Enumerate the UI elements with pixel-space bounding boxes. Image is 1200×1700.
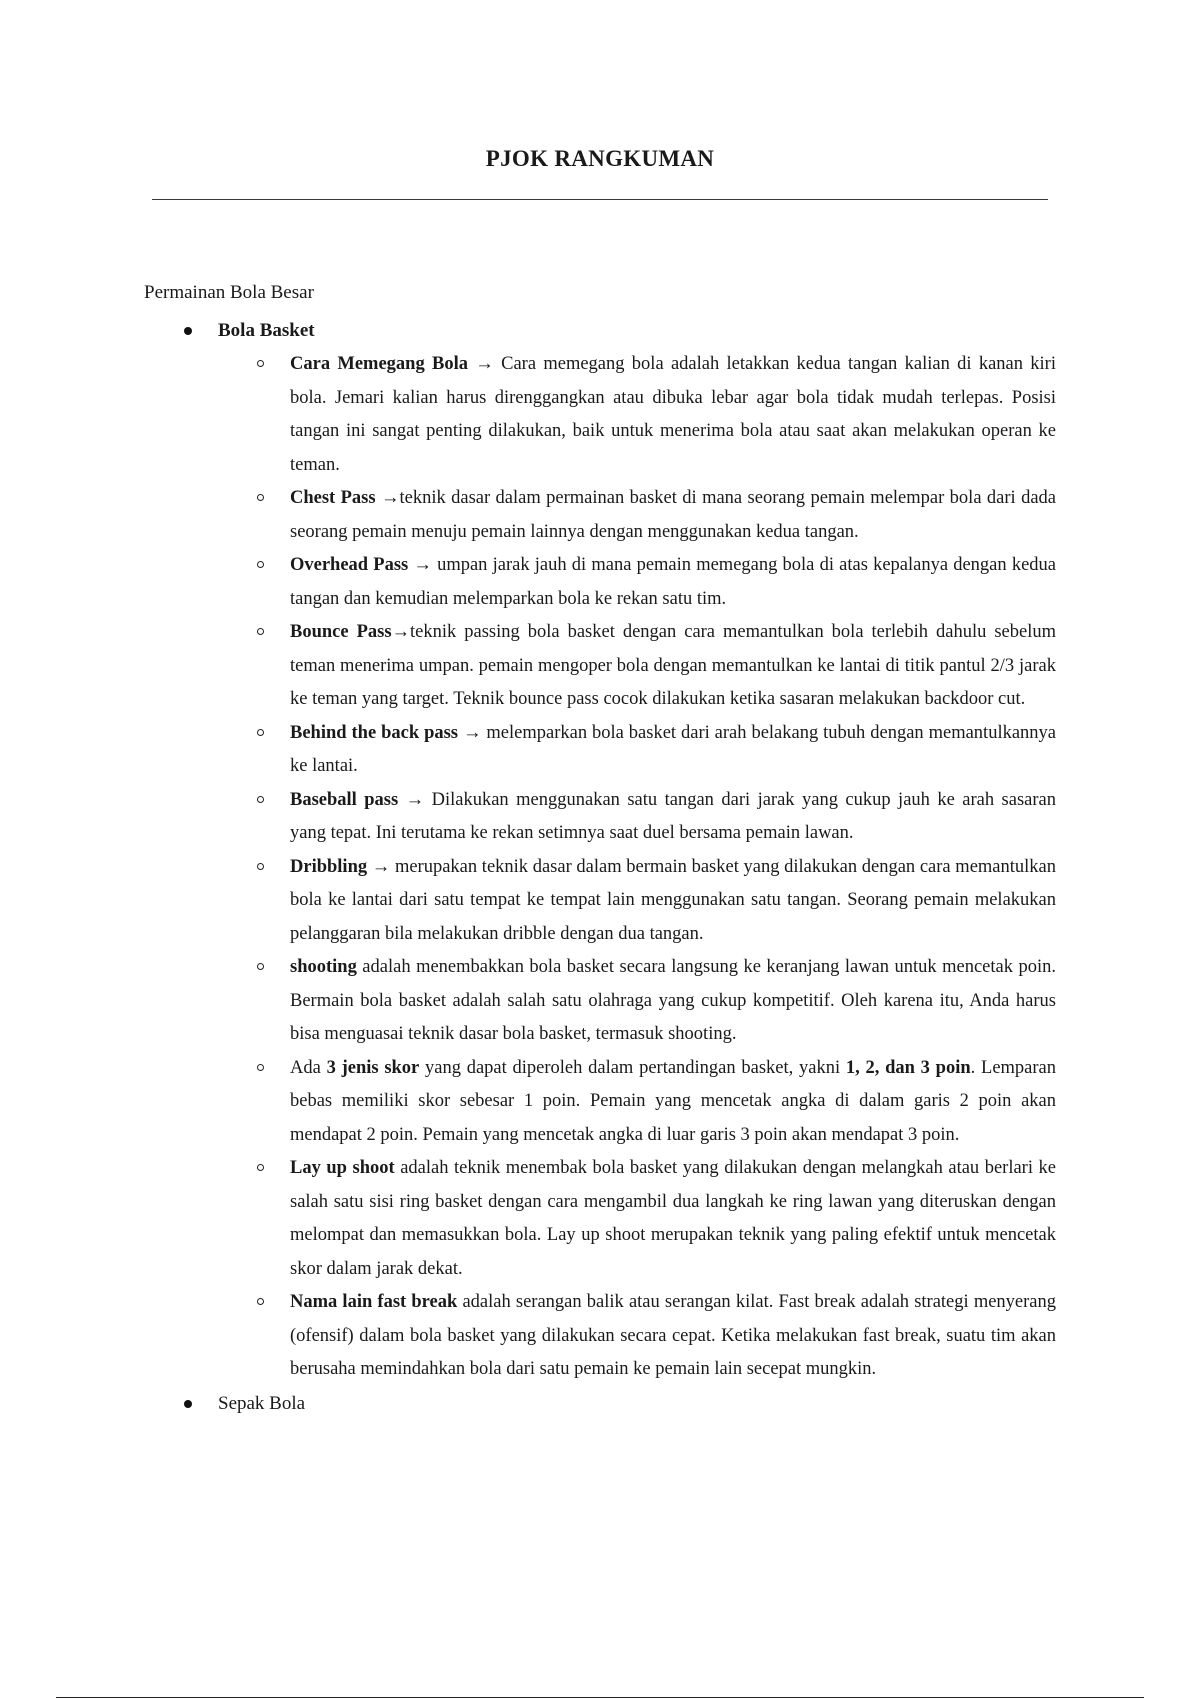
technique-term: shooting [290,957,357,977]
hollow-bullet-icon [257,1298,264,1305]
technique-term: Cara Memegang Bola [290,354,468,374]
technique-term: Overhead Pass [290,555,409,575]
hollow-bullet-icon [257,963,264,970]
technique-description: → Cara memegang bola adalah letakkan kedua tangan kalian di kanan kiri bola. Jemari kalian harus direnggangkan atau dibuka lebar agar bola tidak mudah terlepas. Posisi tangan ini sangat penting dilakukan, baik untuk menerima bola atau saat akan melakukan operan ke teman. [290,354,1056,475]
technique-item [218,951,1056,1052]
sport-item-sepak-bola [144,1387,1056,1421]
technique-item [218,1286,1056,1387]
technique-term-secondary: 1, 2, dan 3 poin [845,1057,971,1078]
hollow-bullet-icon [257,628,264,635]
technique-middle: yang dapat diperoleh dalam pertandingan basket, yakni [419,1057,846,1078]
technique-item [218,616,1056,717]
technique-intro: Ada [290,1057,327,1078]
hollow-bullet-icon [257,494,264,501]
technique-description: adalah serangan balik atau serangan kilat. Fast break adalah strategi menyerang (ofensif) dalam bola basket yang dilakukan secara cepat. Ketika melakukan fast break, suatu tim akan berusaha memindahkan bola dari satu pemain ke pemain lain secepat mungkin. [290,1292,1057,1379]
technique-item [218,784,1056,851]
sport-name: Sepak Bola [218,1392,306,1414]
filled-bullet-icon [184,327,192,335]
page-title: PJOK RANGKUMAN [485,146,715,171]
technique-term: Behind the back pass [290,722,459,743]
hollow-bullet-icon [257,561,264,568]
technique-list [218,348,1056,1387]
sport-item-bola-basket [144,314,1056,1387]
technique-description: →teknik dasar dalam permainan basket di mana seorang pemain melempar bola dari dada seorang pemain menuju pemain lainnya dengan menggunakan kedua tangan. [290,488,1057,542]
technique-term: Baseball pass [290,789,399,810]
hollow-bullet-icon [257,729,264,736]
sport-list [144,314,1056,1421]
technique-item [218,348,1056,482]
hollow-bullet-icon [257,863,264,870]
technique-description: → Dilakukan menggunakan satu tangan dari jarak yang cukup jauh ke arah sasaran yang tepat. Ini terutama ke rekan setimnya saat duel bersama pemain lawan. [290,789,1056,843]
technique-description: → melemparkan bola basket dari arah belakang tubuh dengan memantulkannya ke lantai. [290,722,1057,776]
hollow-bullet-icon [257,796,264,803]
technique-item [218,549,1056,616]
hollow-bullet-icon [257,360,264,367]
page-bottom-divider [56,1697,1144,1698]
hollow-bullet-icon [257,1064,264,1071]
technique-description: → umpan jarak jauh di mana pemain memegang bola di atas kepalanya dengan kedua tangan dan kemudian melemparkan bola ke rekan satu tim. [290,555,1056,609]
technique-term: Dribbling [290,856,368,877]
sport-name: Bola Basket [218,320,315,341]
technique-term: Lay up shoot [290,1158,395,1178]
technique-item [218,851,1056,952]
technique-item [218,1052,1056,1153]
technique-description: . Lemparan bebas memiliki skor sebesar 1 poin. Pemain yang mencetak angka di dalam garis 2 poin akan mendapat 2 poin. Pemain yang mencetak angka di luar garis 3 poin akan mendapat 3 poin. [290,1057,1057,1145]
filled-bullet-icon [184,1400,192,1408]
technique-description: adalah menembakkan bola basket secara langsung ke keranjang lawan untuk mencetak poin. Bermain bola basket adalah salah satu olahraga yang cukup kompetitif. Oleh karena itu, Anda harus bisa menguasai teknik dasar bola basket, termasuk shooting. [290,957,1056,1044]
technique-description: → merupakan teknik dasar dalam bermain basket yang dilakukan dengan cara memantulkan bola ke lantai dari satu tempat ke tempat lain menggunakan satu tangan. Seorang pemain melakukan pelanggaran bila melakukan dribble dengan dua tangan. [290,856,1056,944]
hollow-bullet-icon [257,1164,264,1171]
technique-term: Nama lain fast break [290,1292,458,1312]
technique-description: adalah teknik menembak bola basket yang dilakukan dengan melangkah atau berlari ke salah satu sisi ring basket dengan cara mengambil dua langkah ke ring lawan yang diteruskan dengan melompat dan memasukkan bola. Lay up shoot merupakan teknik yang paling efektif untuk mencetak skor dalam jarak dekat. [290,1158,1056,1279]
section-heading: Permainan Bola Besar [144,282,314,303]
technique-description: →teknik passing bola basket dengan cara memantulkan bola terlebih dahulu sebelum teman menerima umpan. pemain mengoper bola dengan memantulkan ke lantai di titik pantul 2/3 jarak ke teman yang target. Teknik bounce pass cocok dilakukan ketika sasaran melakukan backdoor cut. [290,622,1056,709]
technique-term: Bounce Pass [290,622,392,642]
technique-term: Chest Pass [290,488,376,508]
technique-term: 3 jenis skor [326,1057,420,1078]
technique-item [218,717,1056,784]
title-divider [152,199,1048,200]
technique-item [218,482,1056,549]
technique-item [218,1152,1056,1286]
